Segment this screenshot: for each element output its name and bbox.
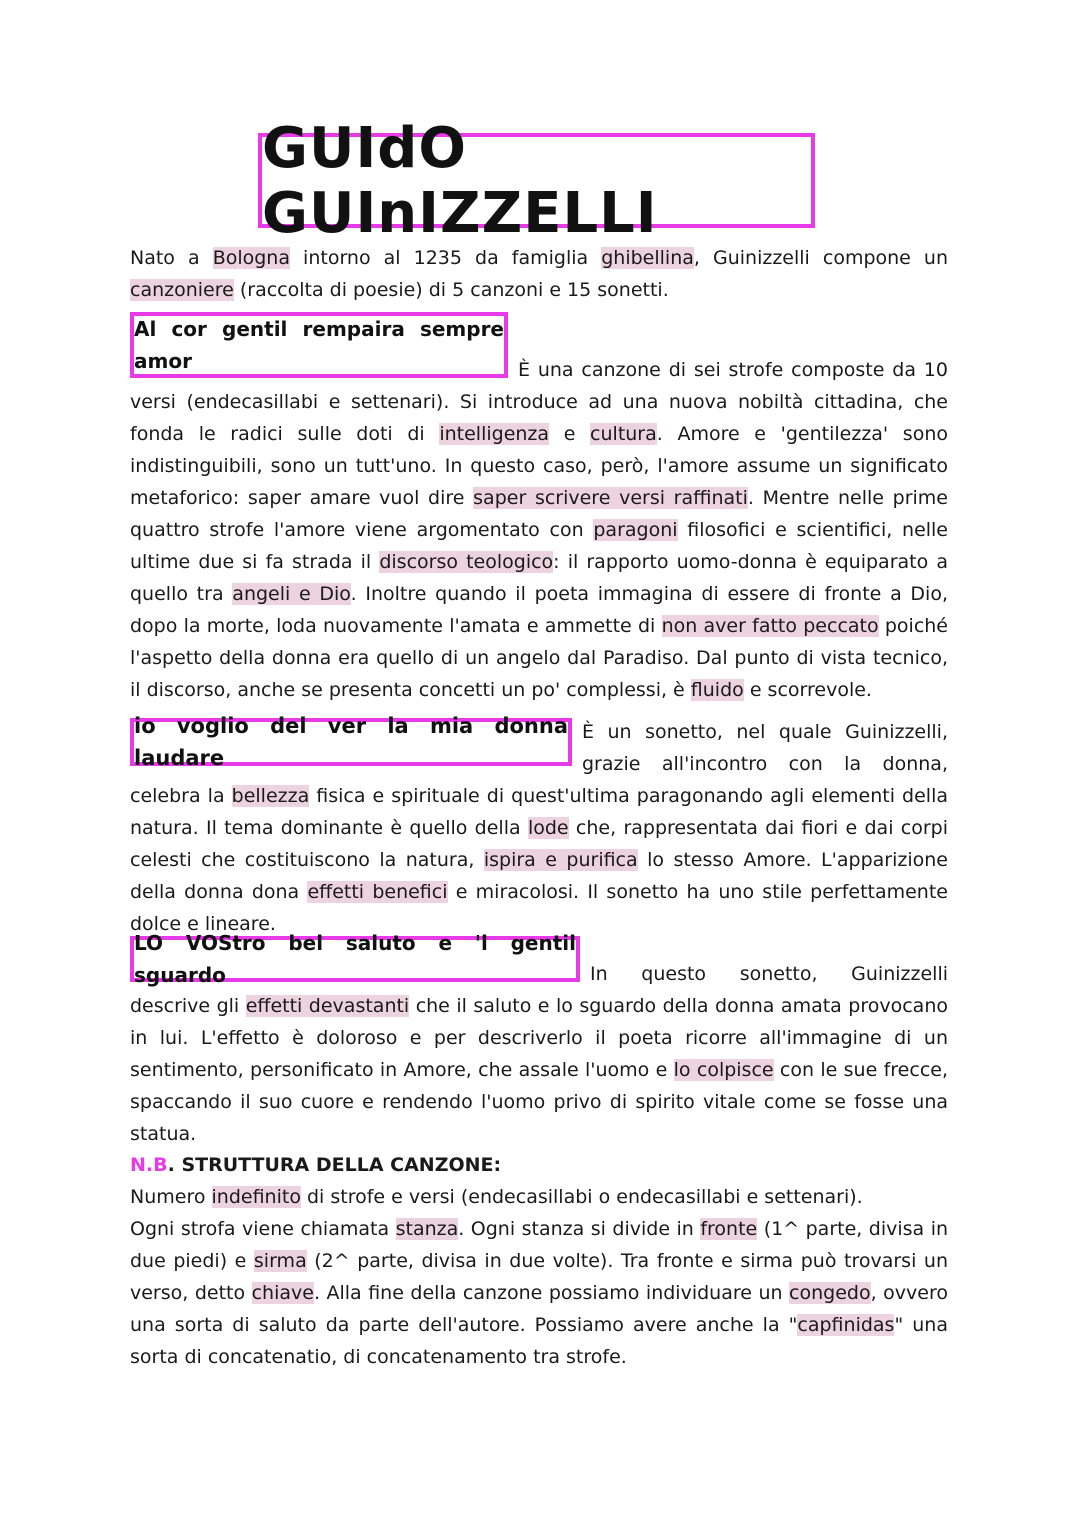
nb-paragraph: Ogni strofa viene chiamata stanza. Ogni stanza si divide in fronte (1^ parte, divisa in due piedi) e sirma (2^ parte, divisa in due volte). Tra fronte e sirma può trovarsi un verso, detto chiave. Alla fine della canzone possiamo individuare un congedo, ovvero una sorta di saluto da parte dell'autore. Possiamo avere anche la "capfinidas" una sorta di concatenatio, di concatenamento tra strofe. bbox=[130, 1218, 949, 1368]
highlight: Bologna bbox=[212, 247, 290, 269]
highlight: saper scrivere versi raffinati bbox=[473, 487, 748, 509]
highlight: non aver fatto peccato bbox=[661, 615, 879, 637]
highlight: fronte bbox=[700, 1218, 758, 1240]
highlight: chiave bbox=[251, 1282, 314, 1304]
section3-paragraph: LO VOStro bel saluto e 'l gentil sguardo In questo sonetto, Guinizzelli descrive gli effetti devastanti che il saluto e lo sguardo della donna amata provocano in lui. L'effetto è doloroso e per descriverlo il poeta ricorre all'immagine di un sentimento, personificato in Amore, che assale l'uomo e lo colpisce con le sue frecce, spaccando il suo cuore e rendendo l'uomo privo di spirito vitale come se fosse una statua. bbox=[130, 931, 948, 1145]
section3-heading: LO VOStro bel saluto e 'l gentil sguardo bbox=[130, 936, 580, 982]
highlight: lo colpisce bbox=[673, 1059, 774, 1081]
highlight: effetti devastanti bbox=[245, 995, 410, 1017]
nb-line1: Numero indefinito di strofe e versi (endecasillabi o endecasillabi e settenari). bbox=[130, 1186, 863, 1208]
highlight: ispira e purifica bbox=[483, 849, 638, 871]
section2-paragraph: io voglio del ver la mia donna laudare È un sonetto, nel quale Guinizzelli, grazie all'incontro con la donna, celebra la bellezza fisica e spirituale di quest'ultima paragonando agli elementi della natura. Il tema dominante è quello della lode che, rappresentata dai fiori e dai corpi celesti che costituiscono la natura, ispira e purifica lo stesso Amore. L'apparizione della donna dona effetti benefici e miracolosi. Il sonetto ha uno stile perfettamente dolce e lineare. bbox=[130, 714, 949, 935]
section1-heading: Al cor gentil rempaira sempre amor bbox=[130, 312, 508, 378]
highlight: bellezza bbox=[231, 785, 310, 807]
title-box bbox=[258, 115, 815, 246]
highlight: lode bbox=[527, 817, 569, 839]
highlight: cultura bbox=[590, 423, 657, 445]
nb-label: N.B bbox=[130, 1154, 168, 1176]
nb-title-line bbox=[130, 1149, 948, 1181]
highlight: paragoni bbox=[593, 519, 678, 541]
highlight: discorso teologico bbox=[379, 551, 554, 573]
section1-paragraph: Al cor gentil rempaira sempre amor È una canzone di sei strofe composte da 10 versi (endecasillabi e settenari). Si introduce ad una nuova nobiltà cittadina, che fonda le radici sulle doti di intelligenza e cultura. Amore e 'gentilezza' sono indistinguibili, sono un tutt'uno. In questo caso, però, l'amore assume un significato metaforico: saper amare vuol dire saper scrivere versi raffinati. Mentre nelle prime quattro strofe l'amore viene argomentato con paragoni filosofici e scientifici, nelle ultime due si fa strada il discorso teologico: il rapporto uomo-donna è equiparato a quello tra angeli e Dio. Inoltre quando il poeta immagina di essere di fronte a Dio, dopo la morte, loda nuovamente l'amata e ammette di non aver fatto peccato poiché l'aspetto della donna era quello di un angelo dal Paradiso. Dal punto di vista tecnico, il discorso, anche se presenta concetti un po' complessi, è fluido e scorrevole. bbox=[130, 314, 948, 706]
nb-title: . STRUTTURA DELLA CANZONE: bbox=[167, 1154, 502, 1176]
page-title: GUIdO GUInIZZELLI bbox=[262, 115, 658, 246]
highlight: fluido bbox=[690, 679, 744, 701]
highlight: indefinito bbox=[211, 1186, 301, 1208]
highlight: congedo bbox=[789, 1282, 871, 1304]
highlight: effetti benefici bbox=[307, 881, 448, 903]
highlight: canzoniere bbox=[130, 279, 234, 301]
highlight: ghibellina bbox=[601, 247, 694, 269]
highlight: angeli e Dio bbox=[232, 583, 351, 605]
highlight: stanza bbox=[395, 1218, 459, 1240]
highlight: capfinidas bbox=[797, 1314, 895, 1336]
highlight: sirma bbox=[253, 1250, 307, 1272]
highlight: intelligenza bbox=[439, 423, 550, 445]
section2-heading: io voglio del ver la mia donna laudare bbox=[130, 718, 572, 766]
intro-paragraph: Nato a Bologna intorno al 1235 da famiglia ghibellina, Guinizzelli compone un canzoniere (raccolta di poesie) di 5 canzoni e 15 sonetti. bbox=[130, 247, 949, 301]
